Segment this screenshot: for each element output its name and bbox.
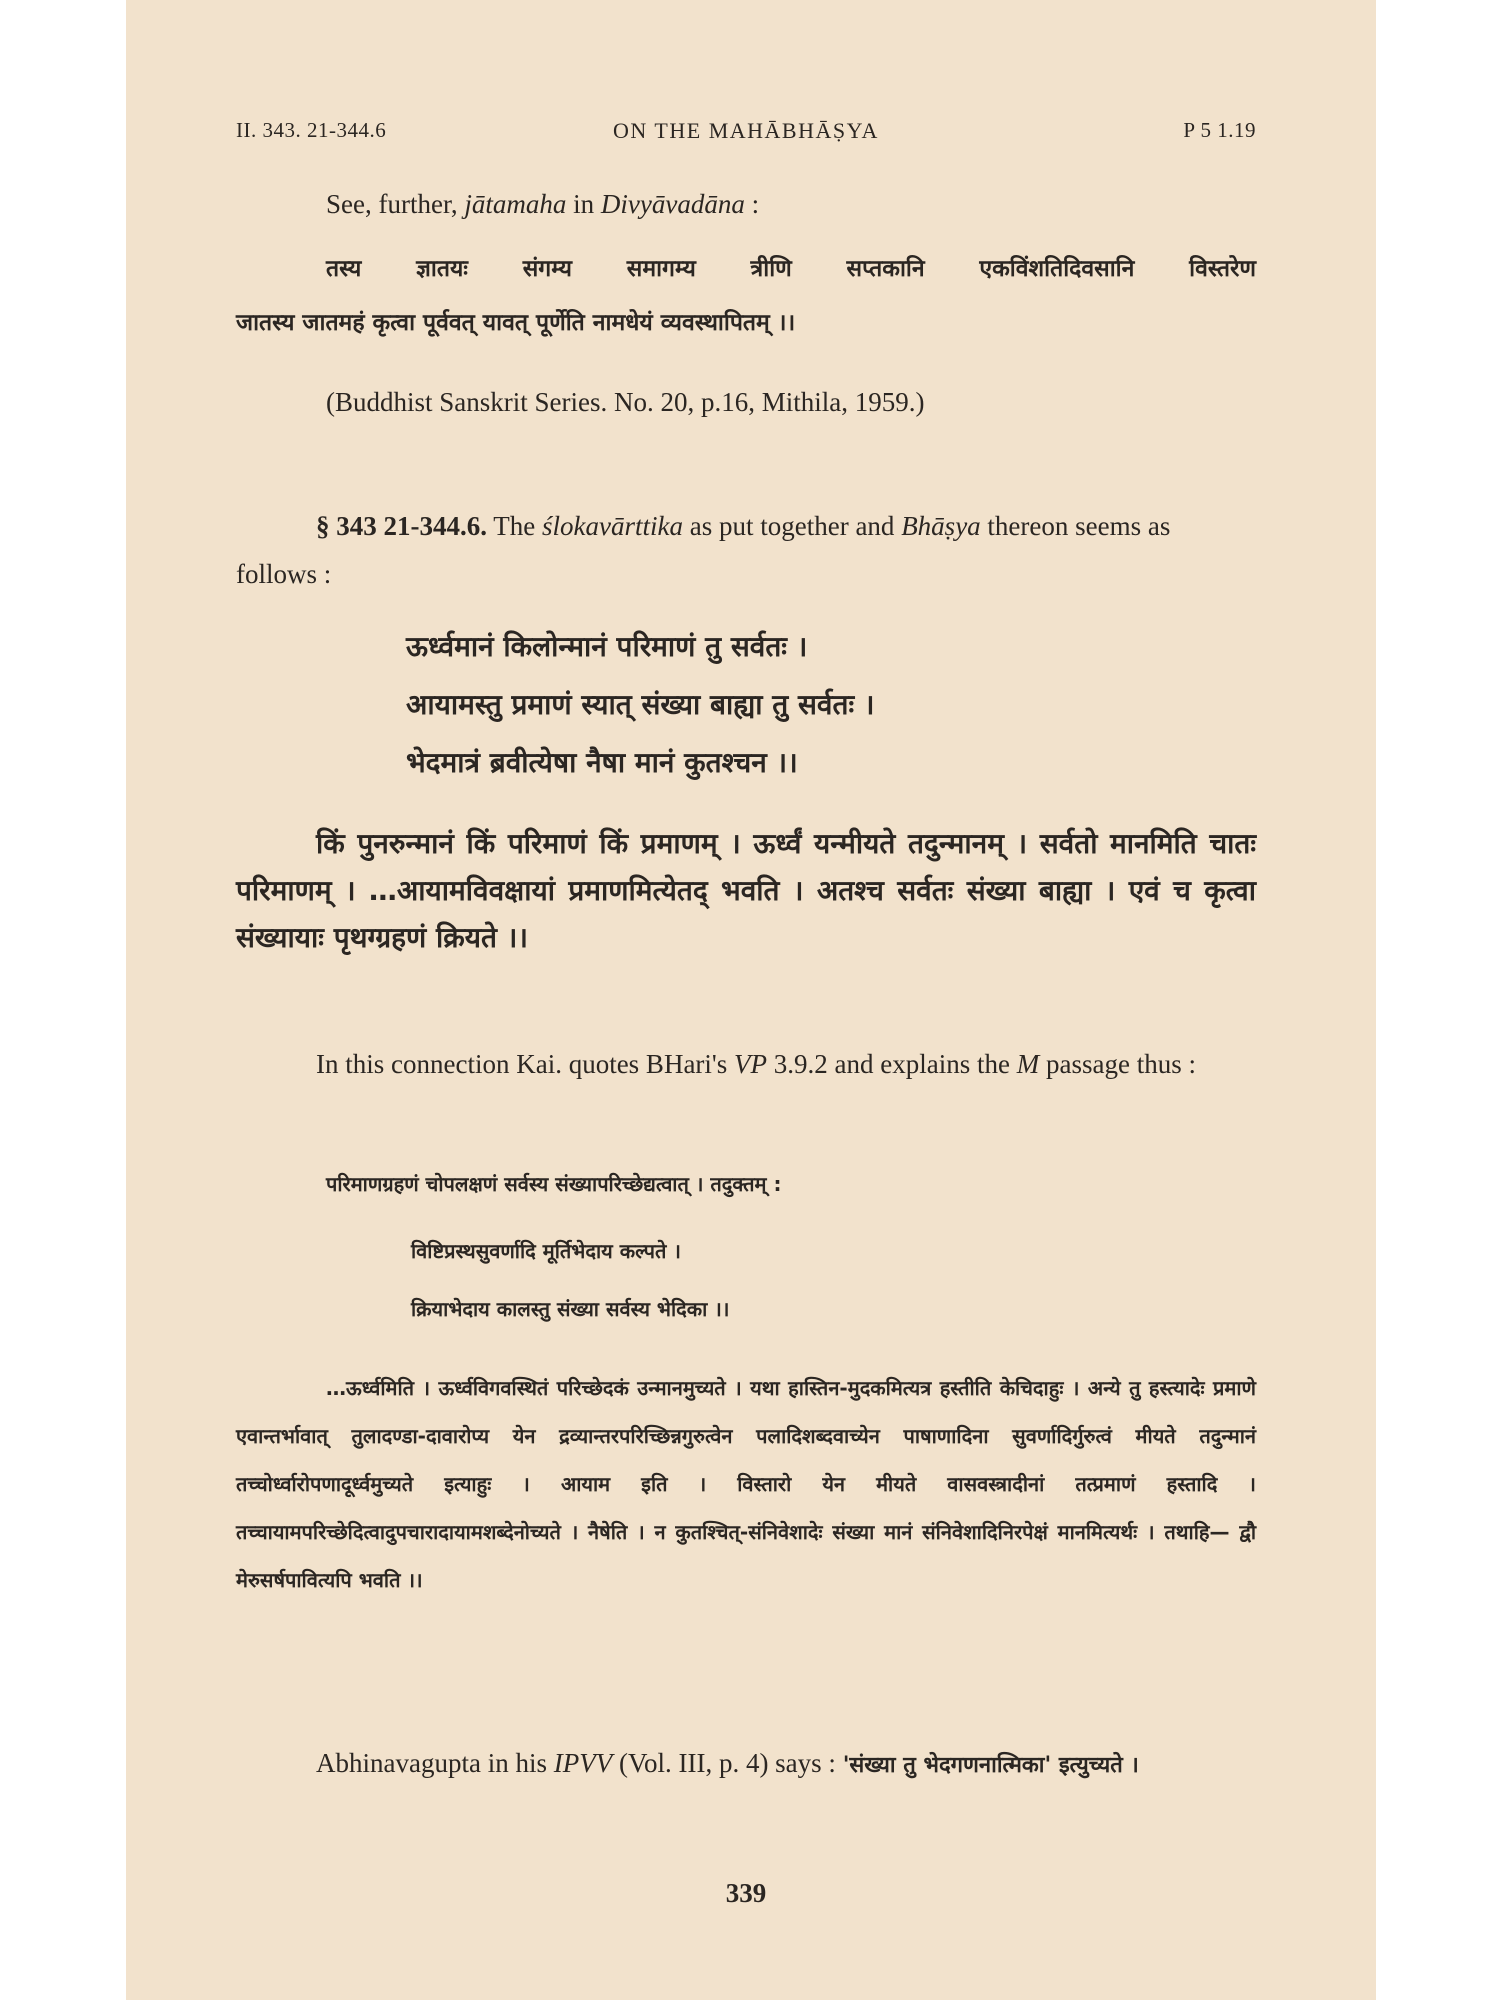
- bhasya-passage: किं पुनरुन्मानं किं परिमाणं किं प्रमाणम् । ऊर्ध्वं यन्मीयते तदुन्मानम् । सर्वतो मानमिति चातः परिमाणम् । …आयामविवक्षायां प्रमाणमित्येतद् भवति । अतश्च सर्वतः संख्या बाह्या । एवं च कृत्वा संख्यायाः पृथग्ग्रहणं क्रियते ।।: [236, 827, 1256, 954]
- sanskrit-quote-1: [236, 242, 1256, 350]
- section-text-part: thereon seems as follows :: [236, 511, 1171, 589]
- sanskrit-line: तस्य ज्ञातयः संगम्य समागम्य त्रीणि सप्तकानि एकविंशतिदिवसानि विस्तरेण: [326, 256, 1256, 282]
- intro-paragraph: [236, 180, 1256, 228]
- connection-text-part: In this connection Kai. quotes BHari's: [316, 1049, 735, 1079]
- closing-text-part: Abhinavagupta in his: [316, 1748, 554, 1778]
- verse-line: आयामस्तु प्रमाणं स्यात् संख्या बाह्या तु सर्वतः ।: [406, 688, 875, 721]
- intro-source: Divyāvadāna: [600, 189, 745, 219]
- work-abbrev: M: [1016, 1049, 1040, 1079]
- commentary-passage: …ऊर्ध्वमिति । ऊर्ध्वविगवस्थितं परिच्छेदकं उन्मानमुच्यते । यथा हास्तिन-मुदकमित्यत्र हस्तीति केचिदाहुः । अन्ये तु हस्त्यादेः प्रमाणे एवान्तर्भावात् तुलादण्डा-दावारोप्य येन द्रव्यान्तरपरिच्छिन्नगुरुत्वेन पलादिशब्दवाच्येन पाषाणादिना सुवर्णादिर्गुरुत्वं मीयते तदुन्मानं तच्चोर्ध्वारोपणादूर्ध्वमुच्यते इत्याहुः । आयाम इति । विस्तारो येन मीयते वासवस्त्रादीनां तत्प्रमाणं हस्तादि । तच्चायामपरिच्छेदित्वादुपचारादायामशब्देनोच्यते । नैषेति । न कुतश्चित्-संनिवेशादेः संख्या मानं संनिवेशादिनिरपेक्षं मानमित्यर्थः । तथाहि— द्वौ मेरुसर्षपावित्यपि भवति ।।: [236, 1376, 1256, 1592]
- sanskrit-line: जातस्य जातमहं कृत्वा पूर्ववत् यावत् पूर्णेति नामधेयं व्यवस्थापितम् ।।: [236, 310, 796, 336]
- closing-paragraph: [236, 1738, 1256, 1791]
- section-number: § 343 21-344.6.: [316, 511, 487, 541]
- closing-text: [236, 1738, 1256, 1791]
- intro-text: in: [566, 189, 601, 219]
- page-content: [236, 0, 1256, 2000]
- section-paragraph: [236, 502, 1256, 598]
- book-page: [126, 0, 1376, 2000]
- work-abbrev: IPVV: [553, 1748, 613, 1778]
- closing-quote: 'संख्या तु भेदगणनात्मिका' इत्युच्यते ।: [842, 1753, 1139, 1778]
- verse-block-1: [236, 618, 1256, 792]
- verse-line: भेदमात्रं ब्रवीत्येषा नैषा मानं कुतश्चन ।।: [406, 746, 798, 779]
- page-number: 339: [725, 1878, 767, 1908]
- connection-paragraph: [236, 1040, 1256, 1088]
- connection-text-part: passage thus :: [1039, 1049, 1196, 1079]
- intro-term: jātamaha: [464, 189, 567, 219]
- verse-block-2: [236, 1222, 1256, 1338]
- verse-line: विष्टिप्रस्थसुवर्णादि मूर्तिभेदाय कल्पते ।: [411, 1239, 681, 1263]
- section-text-part: as put together and: [682, 511, 902, 541]
- closing-text-part: (Vol. III, p. 4) says :: [612, 1748, 843, 1778]
- header-title: ON THE MAHĀBHĀṢYA: [613, 118, 879, 143]
- verse-line: ऊर्ध्वमानं किलोन्मानं परिमाणं तु सर्वतः ।: [406, 630, 808, 663]
- citation: (Buddhist Sanskrit Series. No. 20, p.16, Mithila, 1959.): [326, 387, 925, 417]
- connection-text: [236, 1040, 1256, 1088]
- intro-text: :: [744, 189, 760, 219]
- section-term: Bhāṣya: [901, 511, 981, 541]
- section-text: [236, 502, 1256, 598]
- work-abbrev: VP: [734, 1049, 768, 1079]
- connection-text-part: 3.9.2 and explains the: [767, 1049, 1017, 1079]
- verse-line: क्रियाभेदाय कालस्तु संख्या सर्वस्य भेदिका ।।: [411, 1297, 730, 1321]
- running-header: [236, 118, 1256, 152]
- kaiyata-intro: परिमाणग्रहणं चोपलक्षणं सर्वस्य संख्यापरिच्छेद्यत्वात् । तदुक्तम् :: [326, 1172, 782, 1196]
- section-term: ślokavārttika: [542, 511, 683, 541]
- header-sutra: P 5 1.19: [1183, 118, 1256, 142]
- intro-text: See, further,: [326, 189, 465, 219]
- section-text-part: The: [487, 511, 542, 541]
- header-reference: II. 343. 21-344.6: [236, 118, 387, 142]
